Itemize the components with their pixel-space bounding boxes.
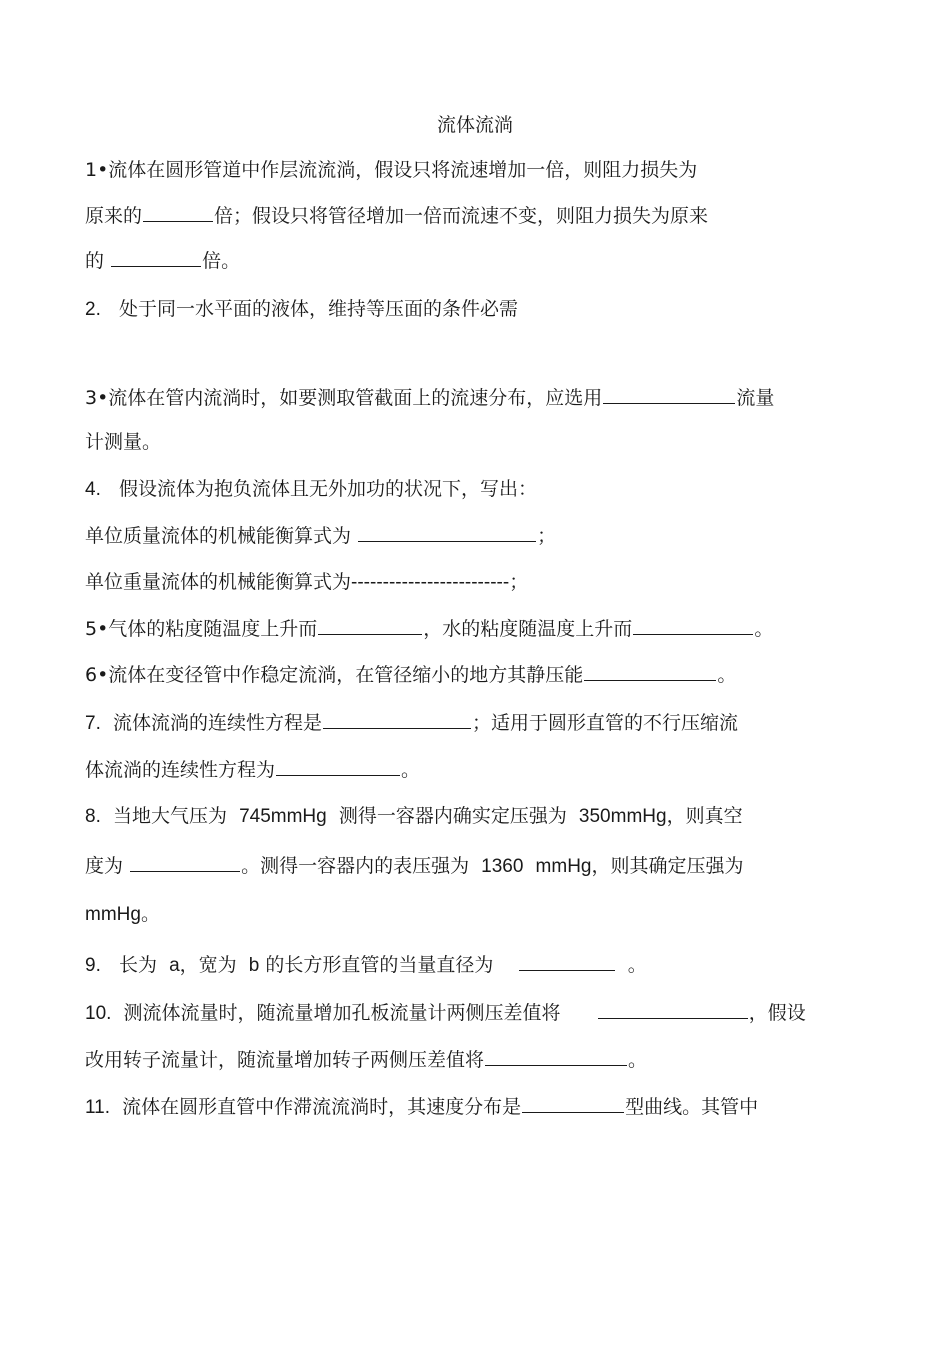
- answer-blank[interactable]: [111, 248, 201, 267]
- q2-line: 2. 处于同一水平面的液体，维持等压面的条件必需: [85, 298, 518, 320]
- q4-line3: 单位重量流体的机械能衡算式为-------------------------；: [85, 571, 529, 593]
- answer-blank[interactable]: [519, 952, 615, 971]
- q10-line1: 10. 测流体流量时，随流量增加孔板流量计两侧压差值将 ，假设: [85, 1002, 806, 1024]
- q1-line1: 1•流体在圆形管道中作层流流淌，假设只将流速增加一倍，则阻力损失为: [85, 159, 698, 181]
- q1-line3: 的 倍。: [85, 250, 241, 272]
- q7-line2: 体流淌的连续性方程为 。: [85, 759, 421, 781]
- answer-blank[interactable]: [318, 616, 422, 635]
- answer-blank[interactable]: [323, 710, 471, 729]
- answer-blank[interactable]: [485, 1047, 627, 1066]
- answer-blank[interactable]: [598, 1000, 748, 1019]
- answer-blank[interactable]: [603, 385, 735, 404]
- q1-line2: 原来的 倍；假设只将管径增加一倍而流速不变，则阻力损失为原来: [85, 205, 709, 227]
- q3-line1: 3•流体在管内流淌时，如要测取管截面上的流速分布，应选用 流量: [85, 387, 775, 409]
- q5-line: 5•气体的粘度随温度上升而 ，水的粘度随温度上升而 。: [85, 618, 774, 640]
- answer-blank[interactable]: [633, 616, 753, 635]
- q7-line1: 7. 流体流淌的连续性方程是 ；适用于圆形直管的不行压缩流: [85, 712, 738, 734]
- q6-line: 6•流体在变径管中作稳定流淌，在管径缩小的地方其静压能 。: [85, 664, 737, 686]
- q8-line2: 度为 。测得一容器内的表压强为 1360 mmHg，则其确定压强为: [85, 855, 744, 877]
- answer-blank[interactable]: [130, 853, 240, 872]
- answer-blank[interactable]: [358, 523, 536, 542]
- page-title: 流体流淌: [436, 114, 513, 136]
- q9-line: 9. 长为 a，宽为 b 的长方形直管的当量直径为 。: [85, 954, 647, 976]
- q8-line1: 8. 当地大气压为 745mmHg 测得一容器内确实定压强为 350mmHg，则真空: [85, 805, 743, 827]
- q4-line1: 4. 假设流体为抱负流体且无外加功的状况下，写出：: [85, 478, 537, 500]
- q11-line: 11. 流体在圆形直管中作滞流流淌时，其速度分布是 型曲线。其管中: [85, 1096, 759, 1118]
- answer-blank[interactable]: [584, 662, 716, 681]
- q10-line2: 改用转子流量计，随流量增加转子两侧压差值将 。: [85, 1049, 648, 1071]
- answer-blank[interactable]: [522, 1094, 624, 1113]
- q4-line2: 单位质量流体的机械能衡算式为 ；: [85, 525, 557, 547]
- q3-line2: 计测量。: [85, 431, 162, 453]
- answer-blank[interactable]: [143, 203, 213, 222]
- q8-line3: mmHg。: [85, 903, 160, 925]
- answer-blank[interactable]: [276, 757, 400, 776]
